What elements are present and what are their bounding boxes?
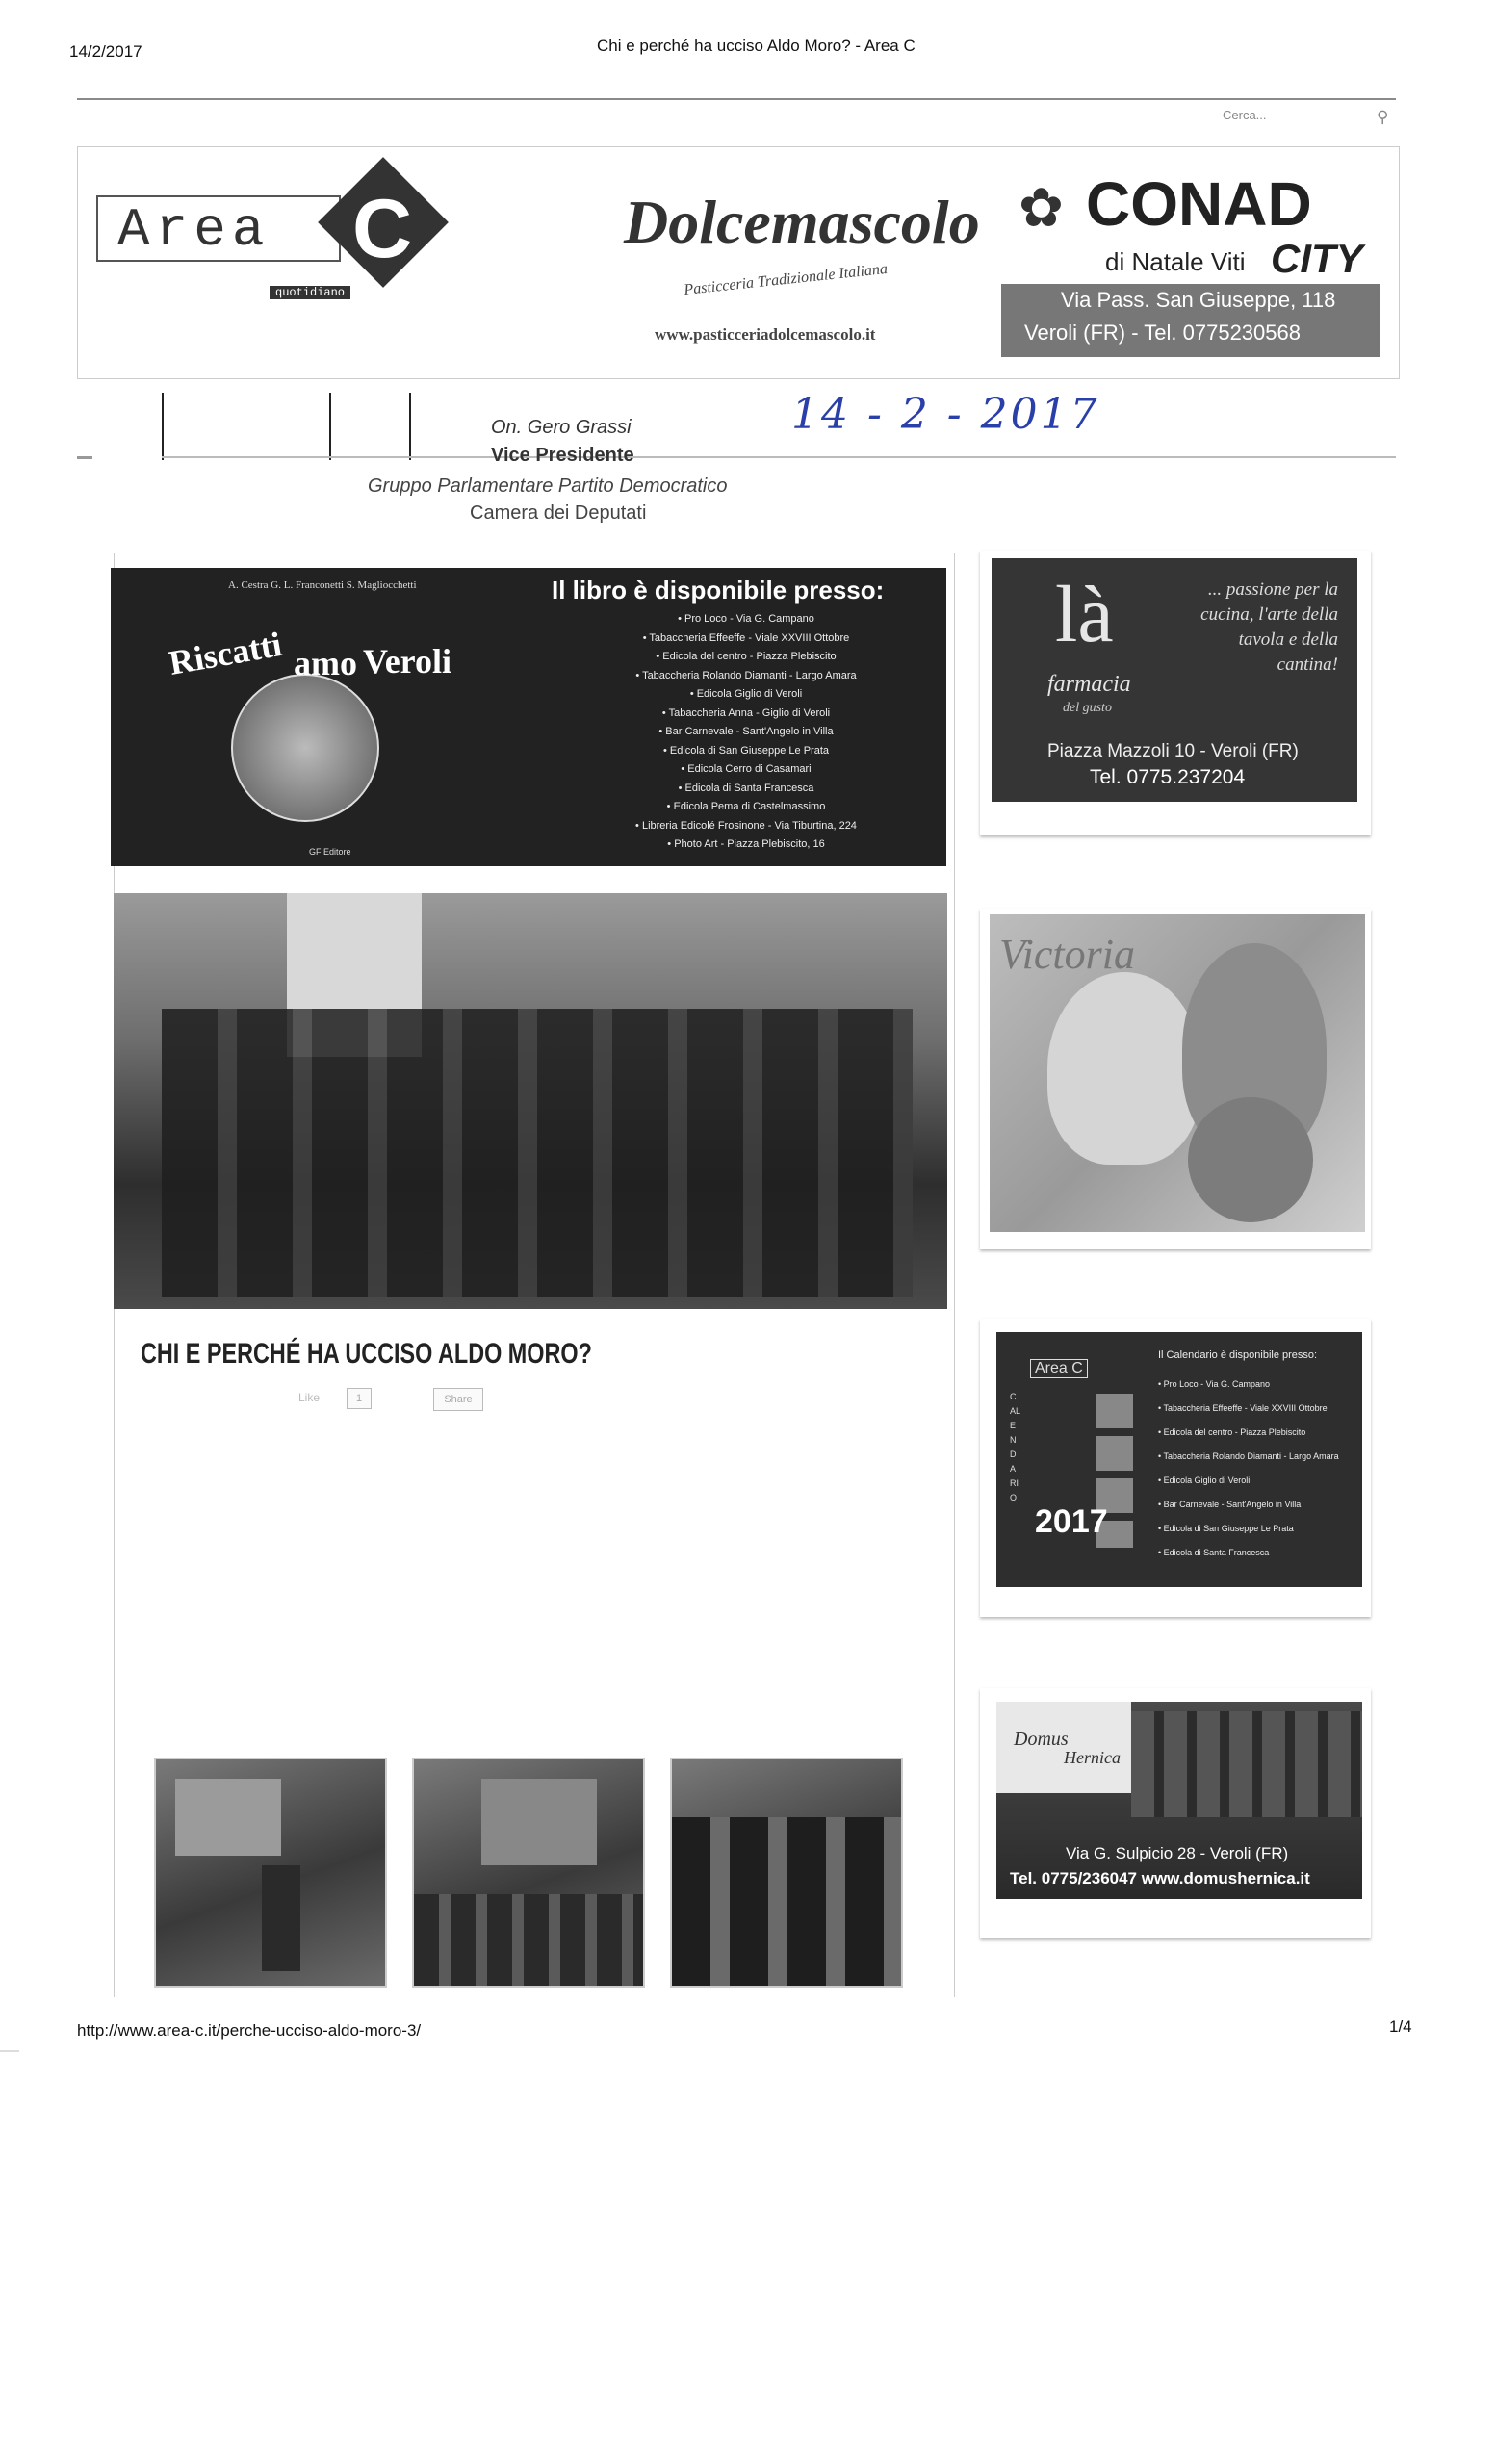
like-count: 1: [347, 1388, 372, 1409]
book-title-2: amo: [294, 644, 357, 682]
nav-divider: [329, 393, 331, 460]
ad-domus-hernica[interactable]: [996, 1702, 1362, 1899]
print-title: Chi e perché ha ucciso Aldo Moro? - Area C: [597, 37, 916, 55]
gallery-thumbnail[interactable]: [154, 1758, 387, 1988]
conad-brand: CONAD: [1086, 169, 1312, 239]
calendar-vertical: CALENDARIO: [1010, 1392, 1021, 1502]
book-cover-image: [231, 674, 379, 822]
conad-owner: di Natale Viti: [1105, 247, 1246, 276]
list-item: • Photo Art - Piazza Plebiscito, 16: [667, 838, 825, 850]
article-main-photo[interactable]: [114, 893, 947, 1309]
scan-edge: [0, 2050, 19, 2052]
footer-page: 1/4: [1389, 2017, 1412, 2036]
book-publisher: GF Editore: [309, 847, 351, 857]
dolcemascolo-name: Dolcemascolo: [624, 188, 980, 256]
ad-dolcemascolo[interactable]: [616, 175, 1001, 353]
book-title-3: Veroli: [363, 642, 452, 680]
stamp-role: Vice Presidente: [491, 445, 634, 466]
book-heading: Il libro è disponibile presso:: [552, 576, 885, 604]
list-item: • Tabaccheria Effeeffe - Viale XXVIII Ottobre: [1158, 1403, 1328, 1413]
list-item: • Edicola di San Giuseppe Le Prata: [662, 744, 829, 757]
nav-divider: [409, 393, 411, 460]
logo-text: Area: [117, 199, 271, 261]
gallery-thumbnail[interactable]: [670, 1758, 903, 1988]
conad-address: Via Pass. San Giuseppe, 118: [1061, 288, 1336, 312]
list-item: • Tabaccheria Anna - Giglio di Veroli: [661, 706, 831, 719]
list-item: • Tabaccheria Rolando Diamanti - Largo Amara: [635, 669, 857, 681]
domus-contact: Tel. 0775/236047 www.domushernica.it: [1010, 1869, 1310, 1887]
handwritten-date: 14 - 2 - 2017: [791, 390, 1100, 439]
farmacia-name: farmacia: [1047, 672, 1131, 697]
search-icon[interactable]: ⚲: [1377, 108, 1389, 126]
list-item: • Pro Loco - Via G. Campano: [678, 613, 814, 625]
farmacia-phone: Tel. 0775.237204: [1090, 766, 1246, 788]
list-item: • Libreria Edicolé Frosinone - Via Tiburtina, 224: [635, 819, 857, 832]
stamp-name: On. Gero Grassi: [491, 417, 632, 438]
dolcemascolo-url: www.pasticceriadolcemascolo.it: [655, 325, 876, 344]
victoria-brand: Victoria: [999, 931, 1135, 978]
book-authors: A. Cestra G. L. Franconetti S. Magliocchetti: [228, 579, 417, 591]
calendar-locations: [1158, 1373, 1351, 1565]
domus-address: Via G. Sulpicio 28 - Veroli (FR): [1066, 1844, 1289, 1862]
ad-victoria[interactable]: [990, 914, 1365, 1232]
book-title-1: Riscatti: [166, 625, 285, 682]
victoria-woman: [1047, 972, 1201, 1165]
calendar-brand: Area C: [1030, 1359, 1088, 1378]
list-item: • Edicola di San Giuseppe Le Prata: [1158, 1524, 1294, 1533]
victoria-plate: [1188, 1097, 1313, 1222]
domus-name-1: Domus: [1014, 1729, 1069, 1750]
domus-logo-box: [996, 1702, 1131, 1793]
gallery-thumbnail[interactable]: [412, 1758, 645, 1988]
like-label[interactable]: Like: [298, 1391, 321, 1404]
domus-name-2: Hernica: [1064, 1748, 1121, 1767]
book-locations: [563, 610, 929, 855]
logo-letter: C: [351, 183, 413, 275]
top-divider: [77, 98, 1396, 100]
ad-conad[interactable]: [1001, 168, 1386, 361]
calendar-heading: Il Calendario è disponibile presso:: [1158, 1349, 1318, 1361]
conad-phone: Veroli (FR) - Tel. 0775230568: [1024, 321, 1301, 345]
list-item: • Edicola di Santa Francesca: [678, 782, 814, 794]
list-item: • Edicola del centro - Piazza Plebiscito: [1158, 1427, 1306, 1437]
ad-book[interactable]: [111, 568, 946, 866]
nav-bottom-line: [162, 456, 1396, 458]
dolcemascolo-tagline: Pasticceria Tradizionale Italiana: [683, 260, 889, 299]
conad-type: CITY: [1271, 236, 1363, 281]
print-date: 14/2/2017: [69, 42, 142, 61]
domus-interior: [1131, 1711, 1362, 1817]
photo-people: [162, 1009, 913, 1297]
ad-farmacia[interactable]: [992, 558, 1357, 802]
list-item: • Edicola Giglio di Veroli: [1158, 1476, 1251, 1485]
nav-divider: [162, 393, 164, 460]
farmacia-sub: del gusto: [1063, 701, 1112, 715]
farmacia-tagline: ... passione per la cucina, l'arte della tavola e della cantina!: [1200, 579, 1338, 675]
stamp-chamber: Camera dei Deputati: [470, 502, 647, 524]
calendar-year: 2017: [1035, 1503, 1108, 1540]
list-item: • Pro Loco - Via G. Campano: [1158, 1379, 1271, 1389]
list-item: • Tabaccheria Effeeffe - Viale XXVIII Ottobre: [642, 631, 850, 644]
list-item: • Bar Carnevale - Sant'Angelo in Villa: [658, 726, 834, 737]
footer-url[interactable]: http://www.area-c.it/perche-ucciso-aldo-moro-3/: [77, 2021, 422, 2040]
logo-tagline: quotidiano: [270, 286, 350, 299]
list-item: • Edicola Giglio di Veroli: [689, 688, 803, 700]
farmacia-address: Piazza Mazzoli 10 - Veroli (FR): [1047, 741, 1299, 761]
list-item: • Bar Carnevale - Sant'Angelo in Villa: [1158, 1500, 1302, 1509]
flower-icon: ✿: [1019, 177, 1064, 238]
conad-address-bar: [1001, 284, 1380, 357]
article-title: CHI E PERCHÉ HA UCCISO ALDO MORO?: [141, 1338, 592, 1370]
farmacia-la: là: [1055, 570, 1114, 659]
stamp-group: Gruppo Parlamentare Partito Democratico: [368, 475, 728, 497]
site-logo[interactable]: [96, 168, 462, 308]
list-item: • Edicola del centro - Piazza Plebiscito: [656, 651, 837, 662]
list-item: • Edicola Cerro di Casamari: [681, 763, 812, 775]
search-input[interactable]: Cerca...: [1223, 108, 1267, 122]
list-item: • Edicola di Santa Francesca: [1158, 1548, 1270, 1557]
list-item: • Tabaccheria Rolando Diamanti - Largo Amara: [1158, 1451, 1339, 1461]
search-box[interactable]: [1223, 108, 1396, 129]
nav-marker: [77, 456, 92, 459]
share-button[interactable]: Share: [433, 1388, 483, 1411]
ad-calendar[interactable]: [996, 1332, 1362, 1587]
list-item: • Edicola Pema di Castelmassimo: [666, 801, 826, 812]
